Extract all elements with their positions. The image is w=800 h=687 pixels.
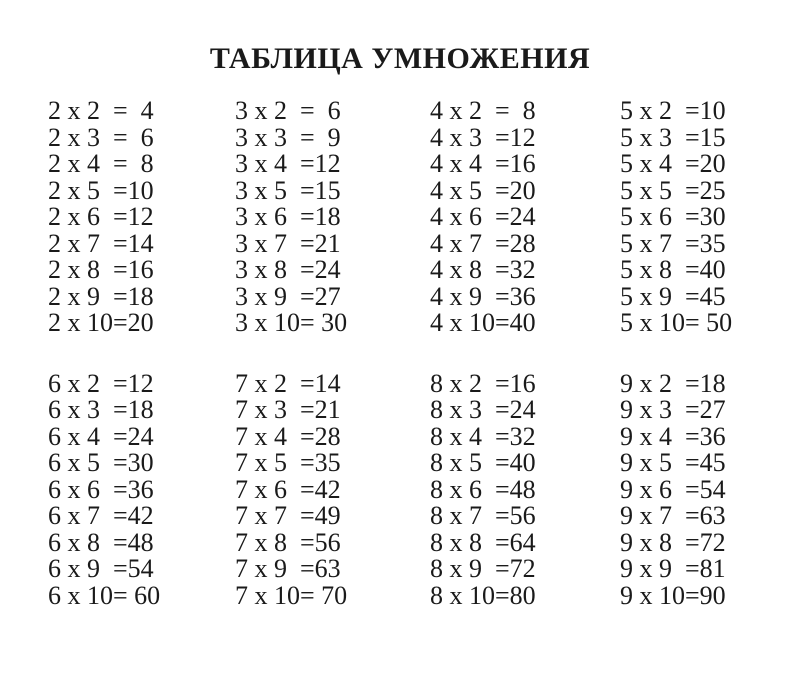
equation-row: 2 x 9 =18 — [48, 281, 154, 311]
equation-row: 3 x 4 =12 — [235, 149, 341, 178]
equation-row: 9 x 6 =54 — [620, 474, 726, 504]
page-title: ТАБЛИЦА УМНОЖЕНИЯ — [209, 42, 591, 75]
multiplication-table-3 — [235, 98, 430, 337]
equation-row: 4 x 9 =36 — [430, 281, 536, 311]
equation-row: 9 x 3 =27 — [620, 395, 726, 424]
equation-row: 2 x 5 =10 — [48, 175, 154, 205]
equation-row: 6 x 10= 60 — [48, 580, 161, 610]
equation-row: 7 x 8 =56 — [235, 527, 341, 557]
equation-row: 3 x 5 =15 — [235, 175, 341, 205]
tables-bottom-row — [48, 368, 800, 610]
multiplication-table-4 — [430, 98, 620, 337]
equation-row: 9 x 7 =63 — [620, 501, 726, 530]
equation-row: 7 x 2 =14 — [235, 368, 341, 398]
equation-row: 8 x 5 =40 — [430, 448, 536, 477]
equation-row: 7 x 3 =21 — [235, 395, 341, 424]
equation-row: 8 x 7 =56 — [430, 501, 536, 530]
equation-row: 5 x 9 =45 — [620, 281, 726, 311]
equation-row: 5 x 2 =10 — [620, 96, 726, 125]
equation-row: 6 x 7 =42 — [48, 501, 154, 530]
equation-row: 8 x 10=80 — [430, 580, 536, 610]
equation-row: 7 x 6 =42 — [235, 474, 341, 504]
equation-row: 4 x 3 =12 — [430, 122, 536, 152]
equation-row: 9 x 8 =72 — [620, 527, 726, 557]
equation-row: 8 x 9 =72 — [430, 554, 536, 583]
equation-row: 3 x 9 =27 — [235, 281, 341, 311]
equation-row: 4 x 7 =28 — [430, 228, 536, 258]
equation-row: 3 x 3 = 9 — [235, 122, 341, 152]
equation-row: 5 x 3 =15 — [620, 122, 726, 152]
equation-row: 7 x 10= 70 — [235, 580, 348, 610]
equation-row: 4 x 5 =20 — [430, 175, 536, 205]
equation-row: 9 x 5 =45 — [620, 448, 726, 477]
equation-row: 2 x 8 =16 — [48, 255, 154, 284]
equation-row: 3 x 8 =24 — [235, 255, 341, 284]
equation-row: 3 x 10= 30 — [235, 308, 348, 337]
equation-row: 9 x 10=90 — [620, 580, 726, 610]
equation-row: 8 x 8 =64 — [430, 527, 536, 557]
equation-row: 6 x 9 =54 — [48, 554, 154, 583]
equation-row: 5 x 8 =40 — [620, 255, 726, 284]
equation-row: 2 x 6 =12 — [48, 202, 154, 231]
equation-row: 6 x 6 =36 — [48, 474, 154, 504]
multiplication-table-6 — [48, 368, 235, 610]
equation-row: 7 x 9 =63 — [235, 554, 341, 583]
equation-row: 4 x 8 =32 — [430, 255, 536, 284]
equation-row: 9 x 2 =18 — [620, 368, 726, 398]
equation-row: 2 x 4 = 8 — [48, 149, 154, 178]
equation-row: 5 x 10= 50 — [620, 308, 733, 337]
equation-row: 2 x 3 = 6 — [48, 122, 154, 152]
equation-row: 7 x 4 =28 — [235, 421, 341, 451]
equation-row: 4 x 6 =24 — [430, 202, 536, 231]
equation-row: 5 x 6 =30 — [620, 202, 726, 231]
multiplication-table-7 — [235, 368, 430, 610]
equation-row: 6 x 4 =24 — [48, 421, 154, 451]
equation-row: 2 x 10=20 — [48, 308, 154, 337]
equation-row: 8 x 2 =16 — [430, 368, 536, 398]
equation-row: 5 x 7 =35 — [620, 228, 726, 258]
equation-row: 6 x 2 =12 — [48, 368, 154, 398]
tables-top-row — [48, 98, 800, 337]
multiplication-table-2 — [48, 98, 235, 337]
equation-row: 5 x 4 =20 — [620, 149, 726, 178]
equation-row: 3 x 6 =18 — [235, 202, 341, 231]
multiplication-table-8 — [430, 368, 620, 610]
equation-row: 8 x 4 =32 — [430, 421, 536, 451]
equation-row: 7 x 7 =49 — [235, 501, 341, 530]
equation-row: 8 x 3 =24 — [430, 395, 536, 424]
equation-row: 9 x 9 =81 — [620, 554, 726, 583]
equation-row: 4 x 4 =16 — [430, 149, 536, 178]
multiplication-table-9 — [620, 368, 800, 610]
equation-row: 2 x 7 =14 — [48, 228, 154, 258]
equation-row: 6 x 8 =48 — [48, 527, 154, 557]
equation-row: 6 x 3 =18 — [48, 395, 154, 424]
equation-row: 4 x 2 = 8 — [430, 96, 536, 125]
equation-row: 9 x 4 =36 — [620, 421, 726, 451]
multiplication-table-5 — [620, 98, 800, 337]
equation-row: 8 x 6 =48 — [430, 474, 536, 504]
equation-row: 3 x 2 = 6 — [235, 96, 341, 125]
equation-row: 2 x 2 = 4 — [48, 96, 154, 125]
equation-row: 5 x 5 =25 — [620, 175, 726, 205]
equation-row: 6 x 5 =30 — [48, 448, 154, 477]
equation-row: 3 x 7 =21 — [235, 228, 341, 258]
equation-row: 4 x 10=40 — [430, 308, 536, 337]
equation-row: 7 x 5 =35 — [235, 448, 341, 477]
